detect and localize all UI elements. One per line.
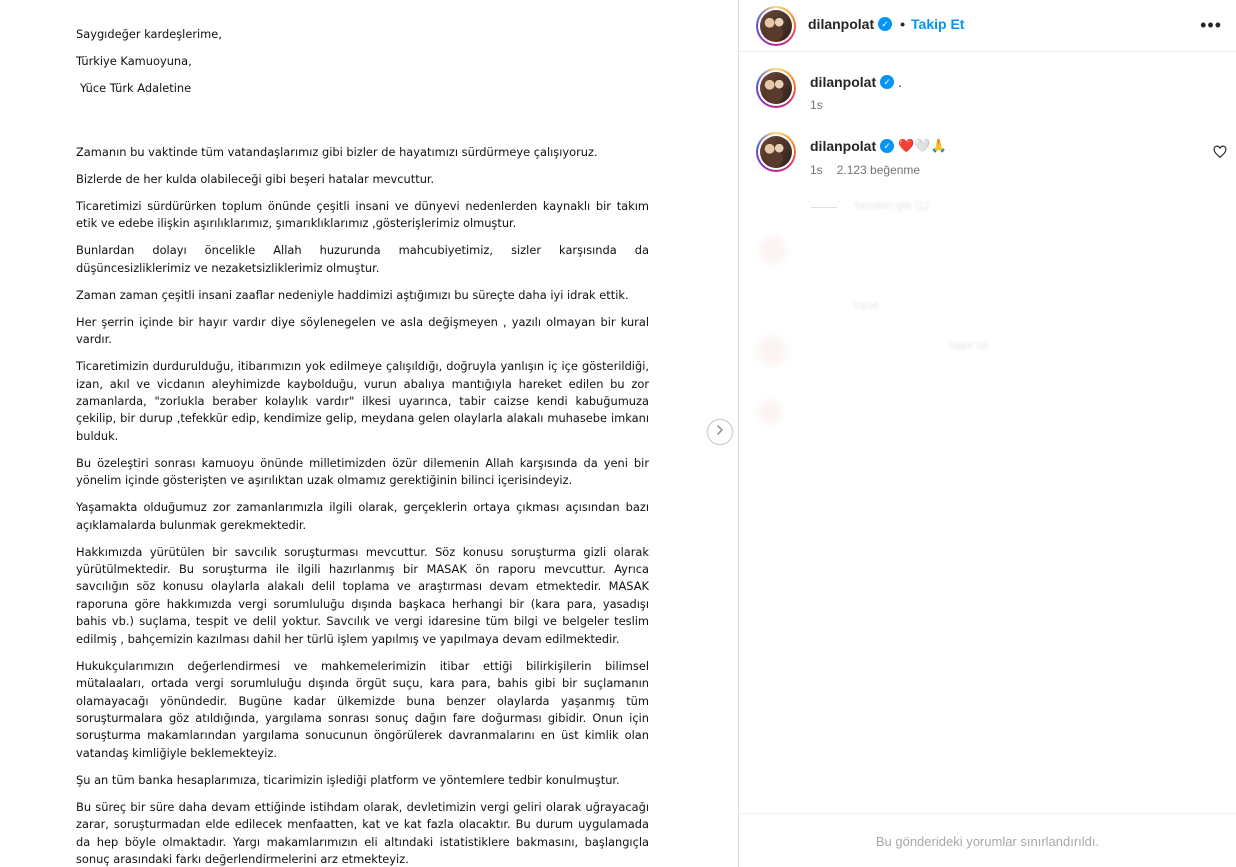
username-link[interactable]: dilanpolat	[810, 138, 877, 154]
comments-restricted-note: Bu gönderideki yorumlar sınırlandırıldı.	[875, 834, 1100, 849]
verified-badge-icon: ✓	[878, 17, 892, 31]
faded-reply: Yanıt	[853, 300, 878, 312]
salutation-line: Saygıdeğer kardeşlerime,	[76, 27, 222, 41]
document-paragraph: Zaman zaman çeşitli insani zaaflar nedeniyle haddimizi aştığımızı bu süreçte daha iyi idrak ettik.	[76, 287, 629, 302]
verified-badge-icon: ✓	[880, 139, 894, 153]
next-image-button[interactable]	[707, 419, 733, 445]
divider-line	[811, 207, 837, 208]
more-horizontal-icon: •••	[1200, 15, 1222, 35]
chevron-right-icon	[714, 424, 726, 440]
document-paragraph: Her şerrin içinde bir hayır vardır diye söylenegelen ve asla değişmeyen , yazılı olmayan bir kural vardır.	[76, 314, 649, 347]
post-header	[739, 0, 1236, 52]
avatar[interactable]	[756, 132, 796, 172]
username-link[interactable]: dilanpolat	[808, 16, 875, 32]
comment-time[interactable]: 1s	[810, 163, 823, 177]
like-comment-button[interactable]	[1213, 145, 1227, 159]
document-text	[76, 26, 649, 867]
document-paragraph: Ticaretimizi sürdürürken toplum önünde çeşitli insani ve dünyevi nedenlerden kaynaklı bir takım etik ve edebe ilişkin aşırılıklarımız, şımarıklıklarımız ,gösterişlerimiz olmuştur.	[76, 199, 649, 231]
comments-footer	[739, 813, 1236, 867]
spacer	[76, 107, 649, 144]
document-paragraph: Hukukçularımızın değerlendirmesi ve mahkemelerimizin itibar ettiği bilirkişilerin bilimsel mütalaaları, ortada vergi sorumluluğu dışında örgüt suçu, kara para, bahis gibi bir suçlamanın olamayacağı yönündedir. Bugüne kadar ülkemizde buna benzer olaylarda yaşanmış tüm soruşturmalara göz atıldığında, yargılama sonrası sonuç dağın fare doğurması gibidir. Onun için soruşturma makamlarından yargılama sonucunun öngörülerek davranmalarını en üst kimlik olan vatandaş kimliğiyle beklemekteyiz.	[76, 658, 649, 760]
verified-badge-icon: ✓	[880, 75, 894, 89]
separator-dot: •	[900, 16, 906, 32]
caption-text: .	[898, 74, 903, 90]
salutation-line: Yüce Türk Adaletine	[80, 81, 192, 95]
document-paragraph: Ticaretimizin durdurulduğu, itibarımızın yok edilmeye çalışıldığı, doğruyla yanlışın iç içe gösterildiği, izan, akıl ve vicdanın aleyhimizde kaybolduğu, vurun abalıya mantığıyla hareket edilen bu zor zamanlarda, "zorlukla beraber kolaylık vardır" ilkesi uyarınca, tabir caizse kendi kabuğumuza çekilip, bir durup ,tefekkür edip, kendimize gelip, meydana gelen olaylarla alakalı muhasebe imkanı bulduk.	[76, 359, 649, 443]
faded-comments-area	[739, 196, 1236, 816]
header-user	[808, 16, 964, 32]
avatar[interactable]	[756, 6, 796, 46]
comment-likes[interactable]: 2.123 beğenme	[836, 163, 921, 177]
comment-meta	[810, 163, 920, 177]
post-side-panel	[739, 0, 1236, 867]
follow-button[interactable]: Takip Et	[911, 16, 965, 32]
caption-time[interactable]: 1s	[810, 98, 823, 112]
more-options-button[interactable]	[1200, 16, 1222, 34]
document-paragraph: Zamanın bu vaktinde tüm vatandaşlarımız gibi bizler de hayatımızı sürdürmeye çalışıyoruz.	[76, 145, 598, 159]
salutation-line: Türkiye Kamuoyuna,	[76, 54, 192, 68]
comment-text: ❤️🤍🙏	[898, 138, 947, 153]
faded-comment-text: hayır ve	[949, 340, 989, 352]
faded-avatar	[757, 400, 781, 424]
caption-line	[810, 74, 902, 90]
heart-outline-icon	[1213, 146, 1227, 163]
comment-line	[810, 138, 947, 154]
document-paragraph: Bu süreç bir süre daha devam ettiğinde istihdam olarak, devletimizin vergi geliri olarak uğrayacağı zarar, soruşturmadan elde edilecek menfaatten, kat ve kat fazla olacaktır. Bu durum uygulamada da hep böyle olmaktadır. Yargı makamlarımızın eli altındaki istatistiklere bakmasını, başlangıçla sonuç arasındaki farkı değerlendirmelerini arz etmekteyiz.	[76, 799, 649, 866]
document-paragraph: Bunlardan dolayı öncelikle Allah huzurunda mahcubiyetimiz, sizler karşısında da düşüncesizliklerimiz ve nezaketsizliklerimiz olmuştur.	[76, 243, 649, 275]
username-link[interactable]: dilanpolat	[810, 74, 877, 90]
faded-avatar	[759, 236, 787, 264]
document-paragraph: Hakkımızda yürütülen bir savcılık soruşturması mevcuttur. Söz konusu soruşturma gizli olarak yürütülmektedir. Bu soruşturma ile ilgili hazırlanmış bir MASAK ön raporu mevcuttur. Ayrıca savcılığın söz konusu olaylarla alakalı delil toplama ve araştırması devam etmektedir. MASAK raporuna göre hakkımızda vergi sorumluluğu dışında başkaca herhangi bir (kara para, yasadışı bahis vb.) suçlama, tespit ve delil yoktur. Savcılık ve vergi idaresine tüm bilgi ve belgeler teslim edilmiş , bahçemizin kazılması dahil her türlü işlem yapılmış ve yapılmaya devam edilmektedir.	[76, 544, 649, 646]
document-paragraph: Yaşamakta olduğumuz zor zamanlarımızla ilgili olarak, gerçeklerin ortaya çıkması açısından bazı açıklamalarda bulunmak gerekmektedir.	[76, 500, 649, 532]
document-paragraph: Bu özeleştiri sonrası kamuoyu önünde milletimizden özür dilemenin Allah karşısında da yeni bir yönelim içinde gösterişten ve aşırılıktan uzak olmamız gerektiğinin bilinci içerisindeyiz.	[76, 455, 649, 488]
document-paragraph: Bizlerde de her kulda olabileceği gibi beşeri hatalar mevcuttur.	[76, 172, 435, 186]
faded-avatar	[757, 336, 787, 366]
document-paragraph: Şu an tüm banka hesaplarımıza, ticarimizin işlediği platform ve yöntemlere tedbir konulmuştur.	[76, 772, 620, 787]
avatar[interactable]	[756, 68, 796, 108]
faded-view-replies: Yanıtları gör (1)	[853, 200, 929, 212]
